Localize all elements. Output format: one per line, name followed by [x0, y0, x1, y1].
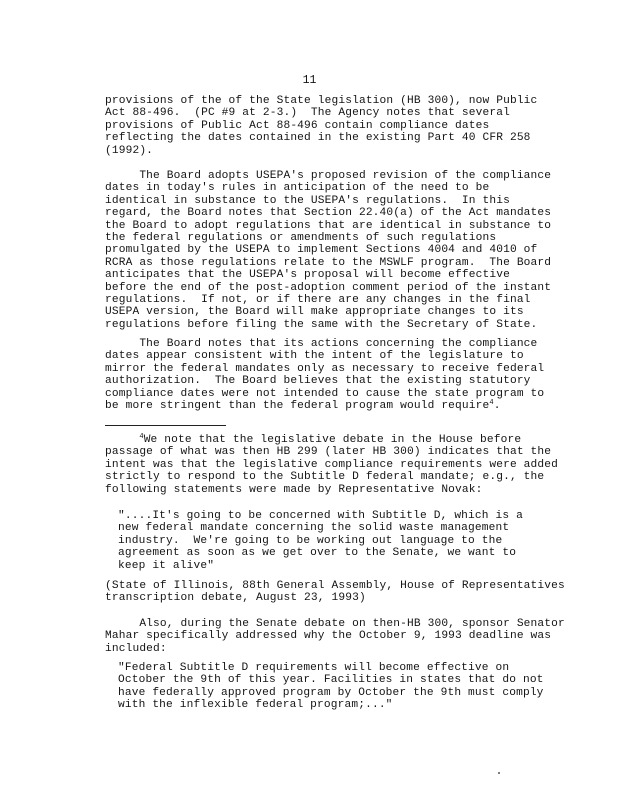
text-line: dates appear consistent with the intent of the legislature to	[105, 350, 524, 363]
text-line: the Board to adopt regulations that are identical in substance to	[105, 219, 552, 232]
page-number: 11	[302, 74, 317, 87]
text-line: (1992).	[105, 144, 154, 157]
footnote-quote-mahar	[118, 662, 554, 712]
text-line-body: be more stringent than the federal program would require	[105, 399, 490, 412]
text-line: promulgated by the USEPA to implement Sections 4004 and 4010 of	[105, 244, 538, 257]
text-line: Act 88-496. (PC #9 at 2-3.) The Agency notes that several	[105, 107, 510, 120]
footnote-mark: 4	[139, 433, 144, 441]
text-line: have federally approved program by October the 9th must comply	[118, 686, 544, 699]
text-line: The Board adopts USEPA's proposed revision of the compliance	[105, 170, 552, 182]
text-line	[105, 400, 554, 412]
text-line: agreement as soon as we get over to the Senate, we want to	[118, 547, 517, 560]
text-line: RCRA as those regulations relate to the MSWLF program. The Board	[105, 256, 552, 269]
footnote-first-line: We note that the legislative debate in the House before	[143, 434, 522, 446]
text-line: transcription debate, August 23, 1993)	[105, 592, 366, 605]
text-line: "Federal Subtitle D requirements will become effective on	[118, 662, 510, 674]
text-line: "....It's going to be concerned with Subtitle D, which is a	[118, 510, 523, 522]
text-line: with the inflexible federal program;..."	[118, 699, 393, 712]
footnote	[105, 433, 558, 496]
text-line: Mahar specifically addressed why the October 9, 1993 deadline was	[105, 630, 552, 643]
text-line: intent was that the legislative compliance requirements were added	[105, 458, 558, 471]
text-line: October the 9th of this year. Facilities in states that do not	[118, 674, 544, 687]
text-line: (State of Illinois, 88th General Assembly, House of Representatives	[105, 580, 565, 592]
text-line: identical in substance to the USEPA's regulations. In this	[105, 194, 510, 207]
scan-speck	[498, 772, 500, 774]
footnote-citation	[105, 580, 565, 605]
paragraph-2	[105, 170, 554, 331]
text-line: industry. We're going to be working out language to the	[118, 534, 503, 547]
text-line	[105, 434, 554, 446]
text-line: provisions of Public Act 88-496 contain compliance dates	[105, 119, 490, 132]
text-line: mirror the federal mandates only as necessary to receive federal	[105, 362, 545, 375]
text-line: included:	[105, 642, 167, 655]
text-line: following statements were made by Representative Novak:	[105, 483, 483, 496]
text-line: reflecting the dates contained in the existing Part 40 CFR 258	[105, 132, 531, 145]
text-line: The Board notes that its actions concerning the compliance	[105, 338, 538, 350]
sentence-end: .	[493, 399, 501, 412]
text-line: authorization. The Board believes that the existing statutory	[105, 375, 531, 388]
text-line: USEPA version, the Board will make appropriate changes to its	[105, 306, 524, 319]
text-line: new federal mandate concerning the solid waste management	[118, 522, 510, 535]
text-line: Also, during the Senate debate on then-HB 300, sponsor Senator	[105, 618, 565, 630]
footnote-separator	[105, 425, 226, 426]
footnote-senate-paragraph	[105, 618, 565, 655]
text-line: anticipates that the USEPA's proposal will become effective	[105, 269, 510, 282]
text-line: regulations. If not, or if there are any changes in the final	[105, 293, 531, 306]
text-line: before the end of the post-adoption comment period of the instant	[105, 281, 552, 294]
text-line: provisions of the of the State legislation (HB 300), now Public	[105, 95, 538, 107]
text-line: the federal regulations or amendments of such regulations	[105, 231, 497, 244]
text-line: strictly to respond to the Subtitle D federal mandate; e.g., the	[105, 471, 545, 484]
text-line: dates in today's rules in anticipation of the need to be	[105, 182, 490, 195]
paragraph-3	[105, 338, 554, 412]
text-line: passage of what was then HB 299 (later HB 300) indicates that the	[105, 446, 552, 459]
text-line: keep it alive"	[118, 559, 215, 572]
footnote-quote-novak	[118, 510, 554, 572]
text-line: regard, the Board notes that Section 22.40(a) of the Act mandates	[105, 207, 552, 220]
text-line: regulations before filing the same with the Secretary of State.	[105, 318, 538, 331]
footnote-reference: 4	[489, 398, 494, 407]
paragraph-1	[105, 95, 554, 157]
text-line: compliance dates were not intended to cause the state program to	[105, 387, 545, 400]
